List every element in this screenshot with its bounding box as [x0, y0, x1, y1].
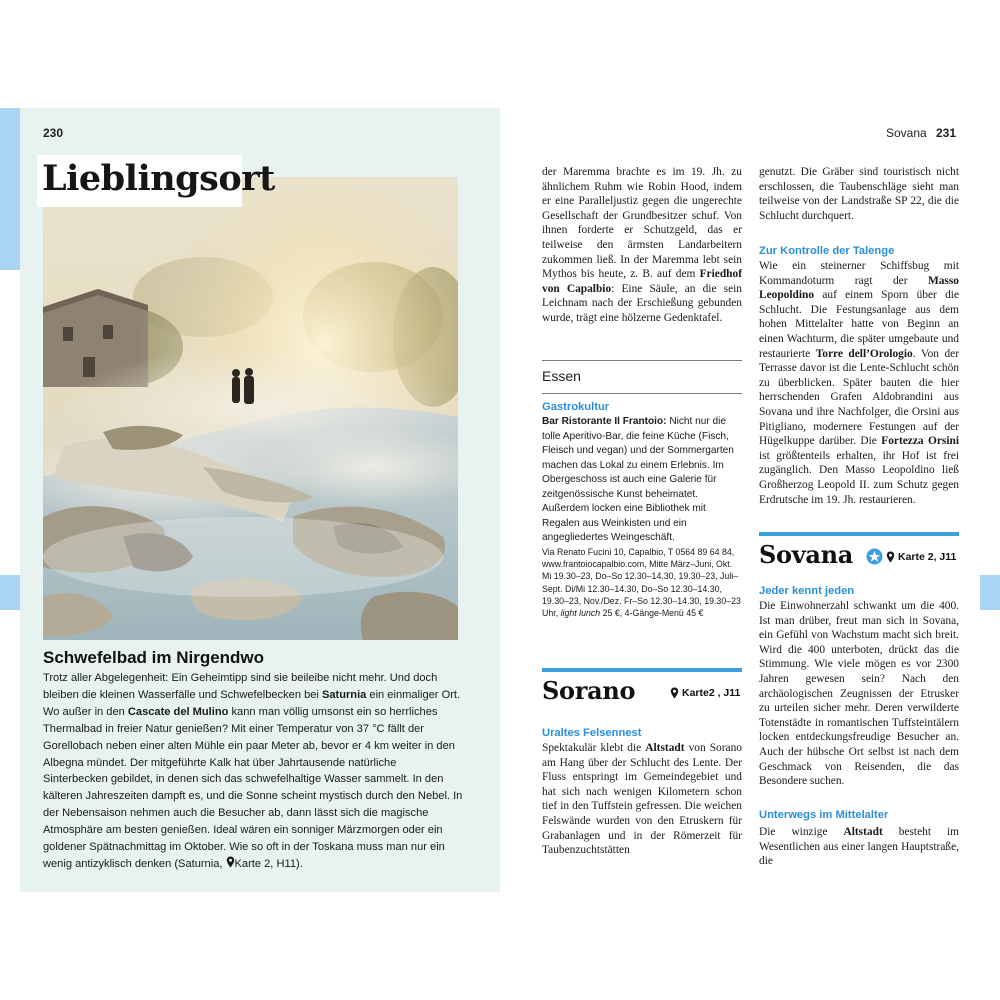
running-head: Sovana [886, 126, 927, 140]
felsennest-subhead: Uraltes Felsennest [542, 727, 642, 739]
col2-intro: genutzt. Die Gräber sind touristisch nicht erschlossen, die Taubenschläge sieht man teilweise von der Landstraße SP 22, die die Schlucht durchquert. [759, 166, 959, 222]
talenge-bold: Masso Leopoldino [759, 274, 959, 302]
thumb-tab-left-bottom [0, 575, 20, 610]
mittelalter-body: Die winzige [759, 826, 844, 838]
talenge-body: . Von der Terrasse davor ist die Lente-Schlucht schön zu überblicken. Später bauten die hier herrschenden Grafen Aldobrandini aus Sovana und ihre Nachfolger, die Orsini aus Pitigliano, modernere Festungen auf der Hügelkuppe darüber. Die [759, 347, 959, 448]
talenge-text [759, 259, 959, 507]
sorano-mapref [670, 687, 740, 699]
right-page-number: 231 [936, 126, 957, 140]
gastro-bold: Bar Ristorante Il Frantoio: [542, 416, 667, 427]
thumb-tab-right [980, 575, 1000, 610]
thumb-tab-left-top [0, 108, 20, 270]
map-pin-icon [226, 856, 235, 868]
essen-rule-top [542, 360, 742, 361]
felsennest-text [542, 741, 742, 858]
feature-body-text: Trotz aller Abgelegenheit: Ein Geheimtipp sind sie beileibe nicht mehr. Und doch bleiben die kleinen Wasserfälle und Schwefelbecken bei [43, 672, 438, 701]
feature-body [43, 670, 463, 873]
feature-body-text: kann man völlig umsonst ein so herrliches Thermalbad in freier Natur genießen? Mit einer Temperatur von 37 °C fällt der Gorellobach neben einer alten Mühle ein paar Meter ab, bevor er 4 km weiter in den Albegna mündet. Der mitgeführte Kalk hat über Jahrtausende natürliche Sinterbecken gebildet, in denen sich das schwefelhaltige Wasser sammelt. In den kälteren Jahreszeiten dampft es, und die Sonne scheint mystisch durch den Nebel. In der Nebensaison nehmen auch die Besucher ab, dann lässt sich die magische Atmosphäre am besten genießen. Ideal wären ein sonniger Märzmorgen oder ein goldener Spätnachmittag im Oktober. Wie so oft in der Toskana muss man nur ein wenig antizyklisch denken (Saturnia, [43, 705, 463, 870]
map-pin-icon [670, 687, 679, 699]
feature-body-text: ein einmaliger Ort. Wo außer in den [43, 688, 461, 718]
col1-intro-bold: Friedhof von Capalbio [542, 268, 742, 295]
talenge-body: Wie ein steinerner Schiffsbug mit Kommandoturm ragt der [759, 260, 959, 287]
essen-rule-bottom [542, 393, 742, 394]
sovana-rule [759, 532, 959, 536]
essen-label: Essen [542, 368, 581, 384]
mittelalter-bold: Altstadt [843, 826, 883, 838]
talenge-bold: Torre dell’Orologio [815, 347, 913, 360]
gastro-body: Nicht nur die tolle Aperitivo-Bar, die feine Küche (Fisch, Fleisch und vegan) und der Sommergarten machen das Lokal zu einem Erlebnis. Im Obergeschoss ist auch eine Galerie für zeitgenössische Kunst beheimatet. Außerdem locken eine Bibliothek mit Regalen aus Weinkisten und ein angegliedertes Weingeschäft. [542, 416, 734, 543]
mittelalter-body: besteht im Wesentlichen aus einer langen Hauptstraße, die [759, 826, 960, 868]
col1-intro-text: der Maremma brachte es im 19. Jh. zu ähnlichem Ruhm wie Robin Hood, indem er eine Paralleljustiz gegen die ungerechte Gesellschaft der Grundbesitzer schuf. Von ihnen forderte er Schutzgeld, das er teilweise den ärmsten Landarbeitern zukommen ließ. In der Maremma lebt sein Mythos bis heute, z. B. auf dem [542, 166, 742, 281]
mittelalter-subhead: Unterwegs im Mittelalter [759, 809, 889, 821]
talenge-body: auf einem Sporn über die Schlucht. Die Festungsanlage aus dem hohen Mittelalter hatte von Beginn an einen Wachturm, die später umgebaute und restaurierte [759, 289, 959, 360]
gastrokultur-subhead: Gastrokultur [542, 401, 610, 413]
highlight-star-icon [866, 548, 883, 565]
talenge-bold: Fortezza Orsini [881, 435, 959, 448]
gastro-info-italic: light lunch [560, 608, 601, 619]
feature-body-bold: Cascate del Mulino [127, 705, 229, 718]
jeder-text: Die Einwohnerzahl schwankt um die 400. Ist man drüber, freut man sich in Sovana, ein Gefühl von Wachstum macht sich breit. Wird die 400 unterboten, drückt das die Stimmung. Wie viele mögen es vor 2300 Jahren gewesen sein? Nach den archäologischen Zeugnissen der Etrusker zu urteilen sicher mehr. Deren verwilderte Totenstädte in romantischen Tuffsteintälern locken entdeckungsfreudige Besucher an. Auch der hübsche Ort selbst ist nach dem Geschmack von Reisenden, die das Besondere suchen. [759, 600, 959, 788]
jeder-subhead: Jeder kennt jeden [759, 585, 855, 597]
col1-intro [542, 165, 742, 326]
photo-hot-springs [43, 177, 458, 640]
felsennest-body: von Sorano am Hang über der Schlucht des Lente. Der Fluss entspringt im Gemeindegebiet und hat sich nach wenigen Kilometern schon tief in den Tuffstein gefressen. Die weichen Felswände wurden von den Etruskern für Grabanlagen und in der Römerzeit für Taubenzuchtstätten [542, 742, 742, 857]
left-page-number: 230 [43, 126, 64, 140]
felsennest-body: Spektakulär klebt die [542, 742, 646, 754]
gastro-info-text: 25 €, 4-Gänge-Menü 45 € [600, 608, 704, 619]
sovana-mapref [866, 548, 956, 565]
col1-intro-text: : Eine Säule, an die sein Leichnam nach der Erschießung gebunden wurde, trägt eine hölzerne Gedenktafel. [542, 282, 742, 324]
photo [43, 177, 458, 640]
sorano-rule [542, 668, 742, 672]
page-title: Lieblingsort [42, 158, 275, 199]
talenge-subhead: Zur Kontrolle der Talenge [759, 245, 895, 257]
sorano-mapref-text: Karte2 , J11 [682, 687, 741, 699]
feature-body-text: Karte 2, H11 [234, 857, 296, 870]
sovana-title: Sovana [759, 540, 854, 569]
gastro-text [542, 415, 742, 546]
feature-body-text: ). [296, 857, 303, 870]
gastro-info-text: Via Renato Fucini 10, Capalbio, T 0564 89 64 84, www.frantoiocapalbio.com, Mitte März–Juni, Okt. Mi 19.30–23, Do–So 12.30–14.30, 19.30–23, Juli–Sept. Di/Mi 12.30–14.30, Do–So 12.30–14.30, 19.30–23, Nov./Dez. Fr–So 12.30–14.30, 19.30–23 Uhr, [542, 547, 741, 619]
mittelalter-text [759, 825, 959, 869]
sovana-mapref-text: Karte 2, J11 [898, 550, 957, 563]
felsennest-bold: Altstadt [645, 742, 685, 754]
feature-body-bold: Saturnia [321, 688, 367, 701]
feature-heading: Schwefelbad im Nirgendwo [43, 648, 265, 667]
map-pin-icon [886, 551, 895, 563]
sorano-title: Sorano [542, 676, 636, 705]
talenge-body: ist größtenteils erhalten, ihr Hof ist frei zugänglich. Den Masso Leopoldino ließ Großherzog Leopold II. zum Schutz gegen Erdrutsche im 19. Jh. restaurieren. [759, 449, 959, 506]
gastro-info [542, 546, 742, 619]
